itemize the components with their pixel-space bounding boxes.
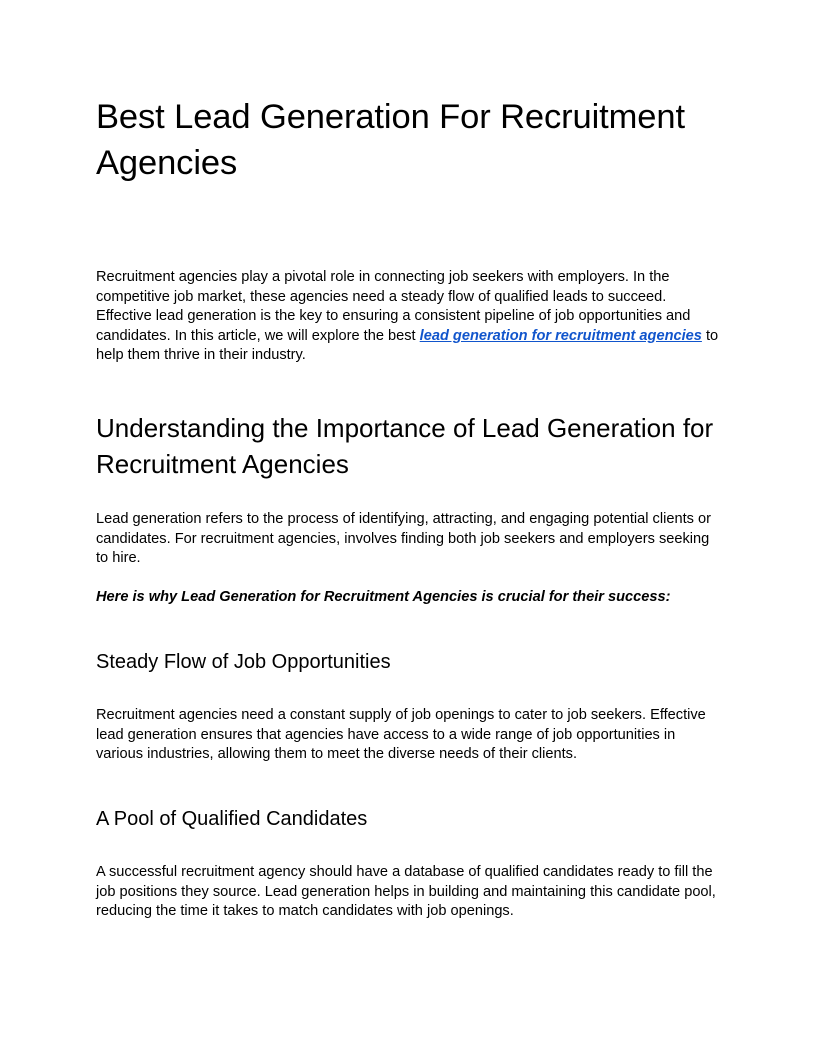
importance-emphasis: Here is why Lead Generation for Recruitment Agencies is crucial for their success: [96, 589, 671, 605]
intro-text-before-link: Recruitment agencies play a pivotal role in connecting job seekers with employers. In the competitive job market, these agencies need a steady flow of qualified leads to succeed. Effective lead generation is the key to ensuring a consistent pipeline of job opportunities and candidates. In this article, we will explore the best [96, 269, 691, 344]
importance-paragraph: Lead generation refers to the process of identifying, attracting, and engaging potential clients or candidates. For recruitment agencies, involves finding both job seekers and employers seeking to hire. [96, 511, 711, 567]
importance-heading: Understanding the Importance of Lead Generation for Recruitment Agencies [96, 413, 714, 479]
intro-paragraph [96, 268, 724, 366]
job-flow-paragraph: Recruitment agencies need a constant supply of job openings to cater to job seekers. Effective lead generation ensures that agencies have access to a wide range of job opportunities in various industries, allowing them to meet the diverse needs of their clients. [96, 707, 706, 763]
document-title: Best Lead Generation For Recruitment Agencies [96, 98, 685, 182]
lead-generation-link[interactable]: lead generation for recruitment agencies [419, 327, 702, 344]
job-flow-heading: Steady Flow of Job Opportunities [96, 651, 391, 673]
intro-text-after-link: to help them thrive in their industry. [96, 327, 719, 364]
candidate-pool-heading: A Pool of Qualified Candidates [96, 808, 368, 830]
candidate-pool-paragraph: A successful recruitment agency should have a database of qualified candidates ready to fill the job positions they source. Lead generation helps in building and maintaining this candidate pool, reducing the time it takes to match candidates with job openings. [96, 864, 716, 920]
